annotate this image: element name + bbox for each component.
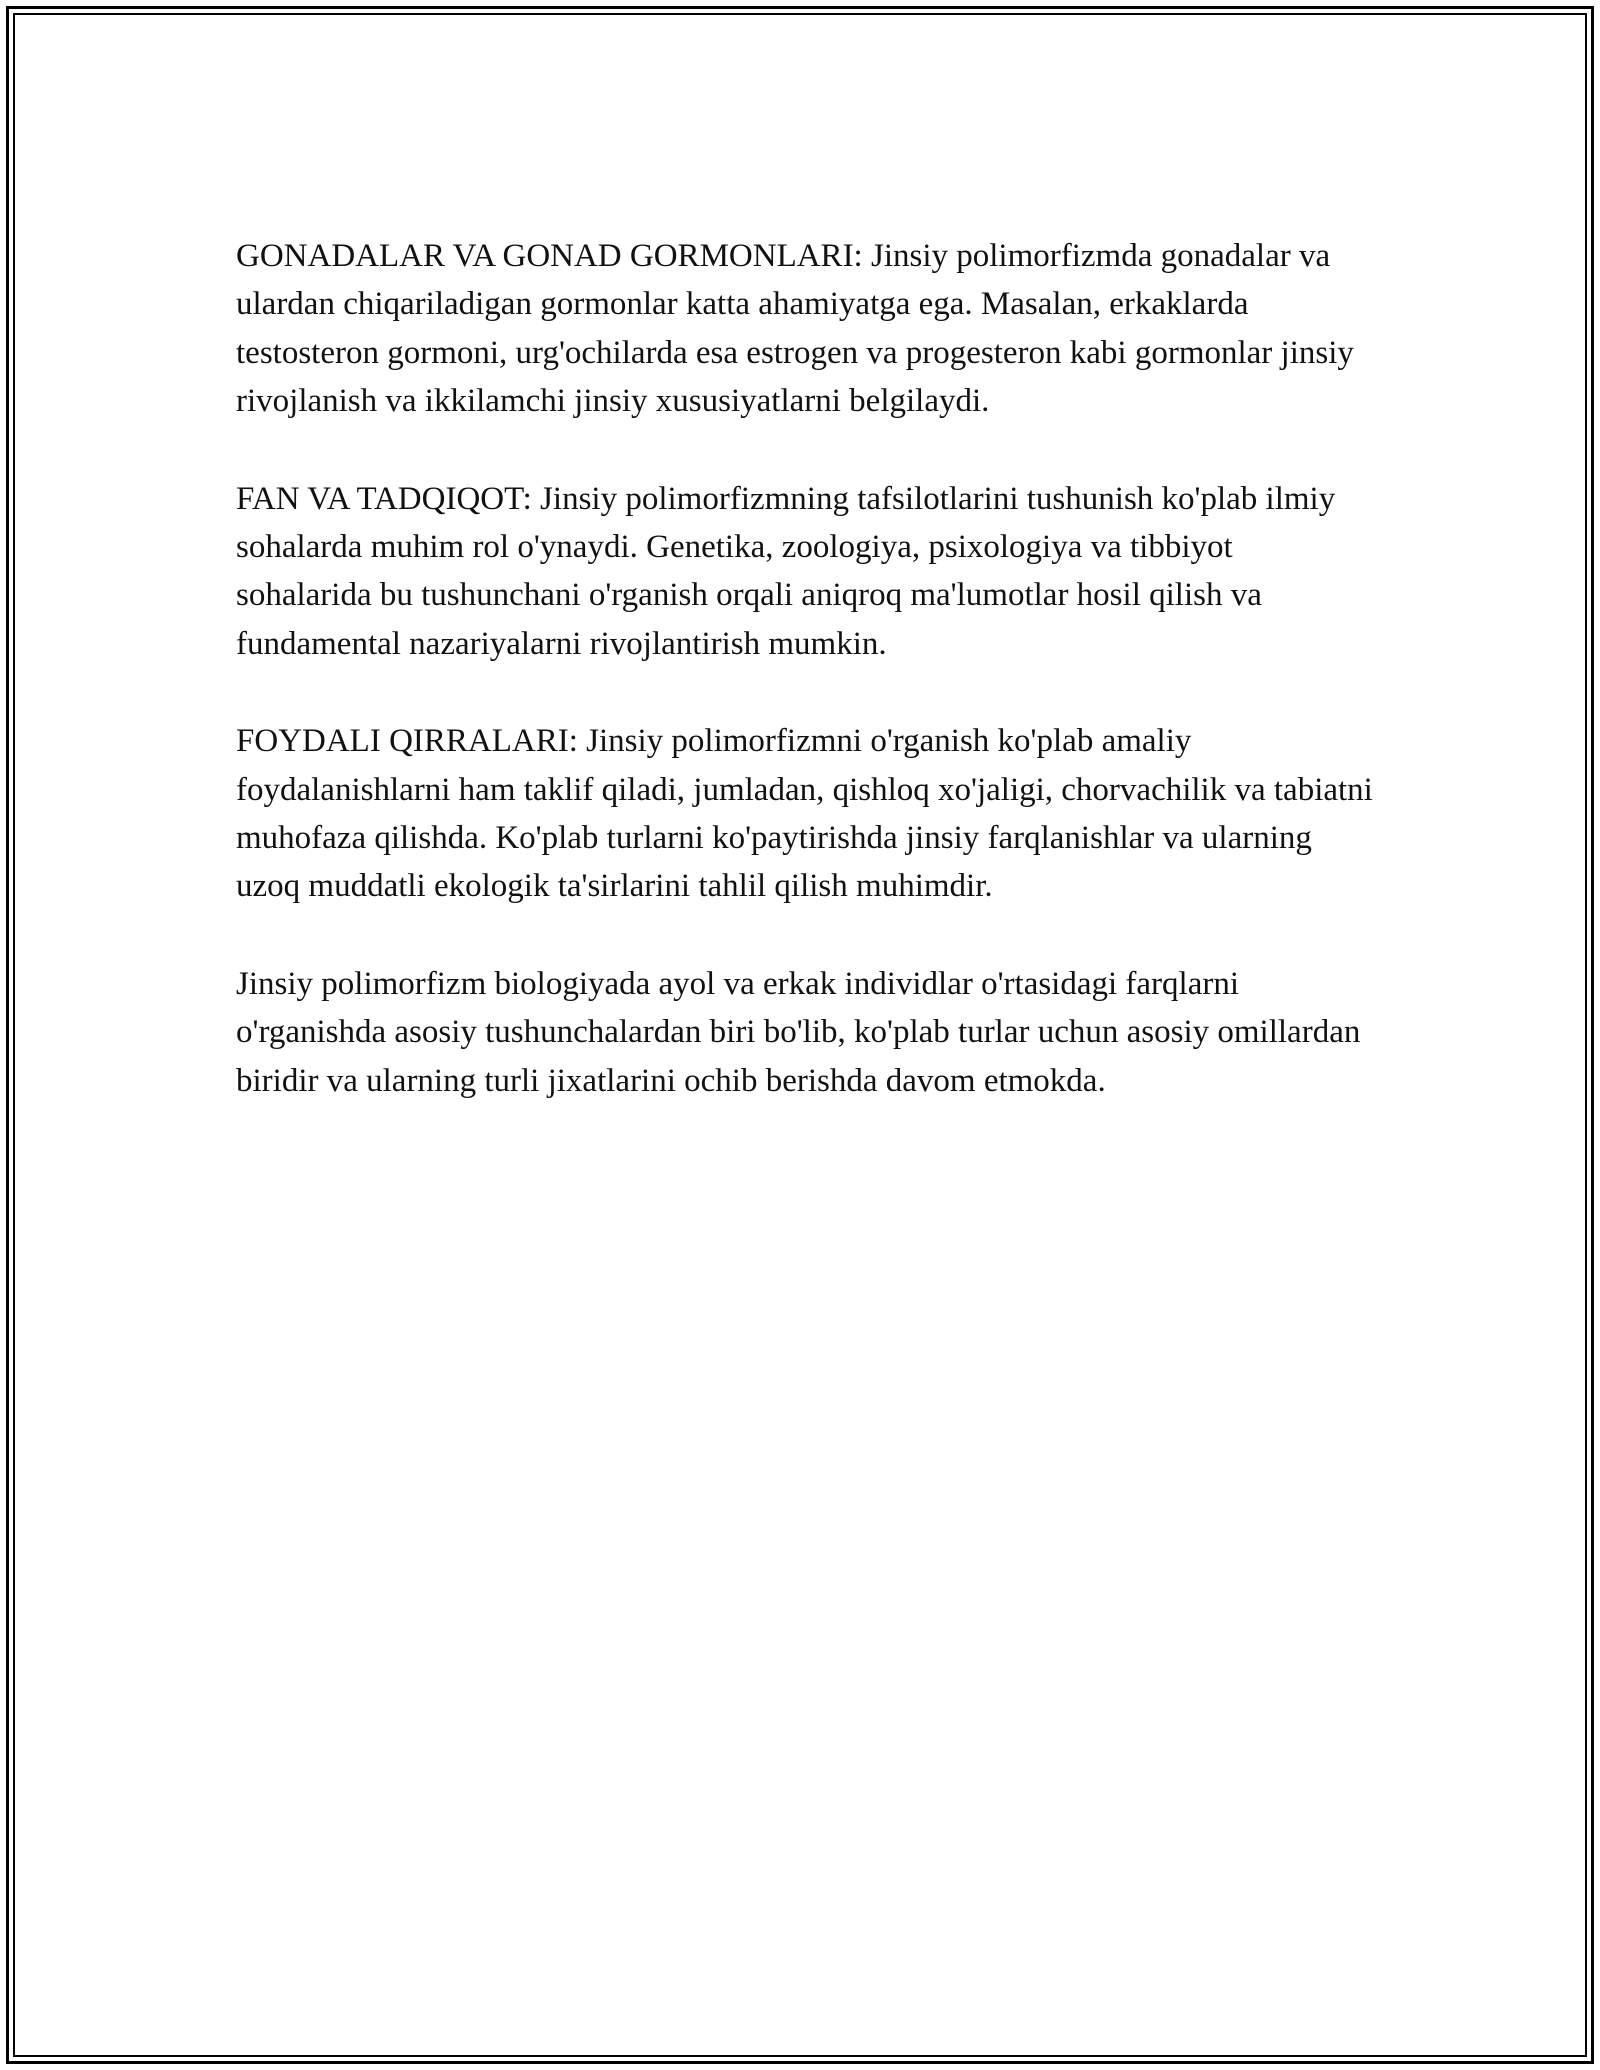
paragraph-foydali-qirralari: FOYDALI QIRRALARI: Jinsiy polimorfizmni o'rganish ko'plab amaliy foydalanishlarni ham taklif qiladi, jumladan, qishloq xo'jaligi, chorvachilik va tabiatni muhofaza qilishda. Ko'plab turlarni ko'paytirishda jinsiy farqlanishlar va ularning uzoq muddatli ekologik ta'sirlarini tahlil qilish muhimdir. (236, 723, 1373, 905)
paragraph-gonadalar: GONADALAR VA GONAD GORMONLARI: Jinsiy polimorfizmda gonadalar va ulardan chiqariladigan gormonlar katta ahamiyatga ega. Masalan, erkaklarda testosteron gormoni, urg'ochilarda esa estrogen va progesteron kabi gormonlar jinsiy rivojlanish va ikkilamchi jinsiy xususiyatlarni belgilaydi. (236, 238, 1354, 420)
document-body (236, 232, 1376, 1154)
paragraph-conclusion: Jinsiy polimorfizm biologiyada ayol va erkak individlar o'rtasidagi farqlarni o'rganishda asosiy tushunchalardan biri bo'lib, ko'plab turlar uchun asosiy omillardan biridir va ularning turli jixatlarini ochib berishda davom etmokda. (236, 965, 1361, 1099)
paragraph-fan-va-tadqiqot: FAN VA TADQIQOT: Jinsiy polimorfizmning tafsilotlarini tushunish ko'plab ilmiy sohalarda muhim rol o'ynaydi. Genetika, zoologiya, psixologiya va tibbiyot sohalarida bu tushunchani o'rganish orqali aniqroq ma'lumotlar hosil qilish va fundamental nazariyalarni rivojlantirish mumkin. (236, 480, 1336, 662)
